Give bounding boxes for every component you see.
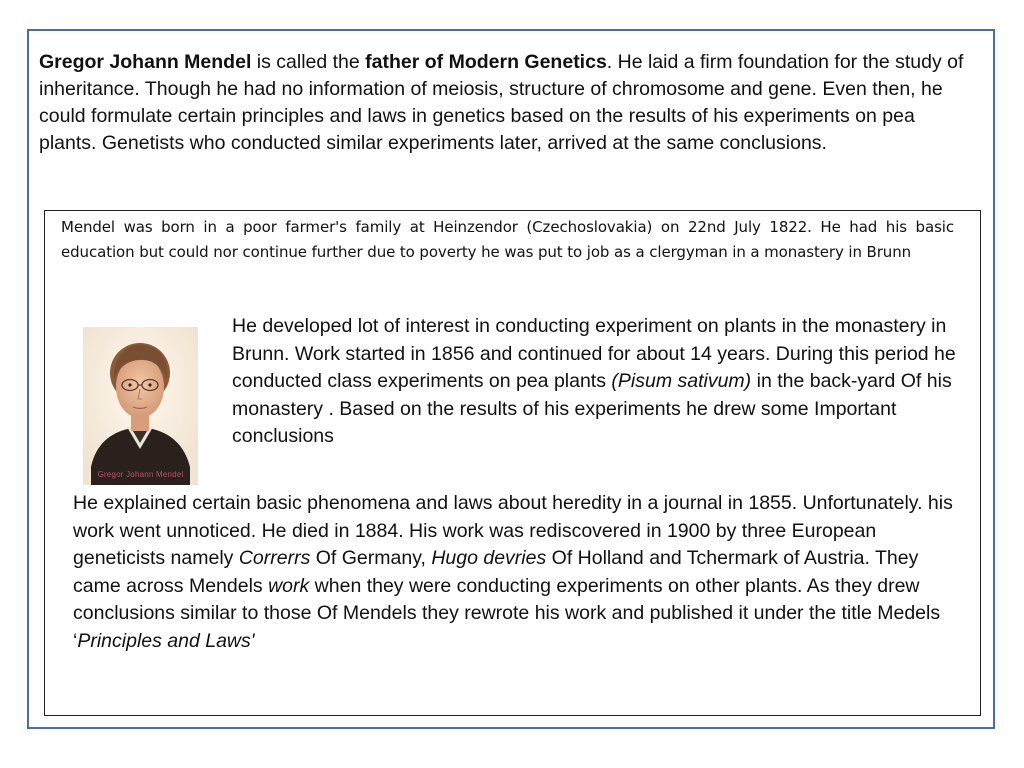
interest-species: (Pisum sativum)	[611, 370, 752, 392]
intro-paragraph	[39, 49, 969, 157]
intro-name: Gregor Johann Mendel	[39, 51, 252, 73]
intro-text-1: is called the	[251, 51, 366, 73]
heredity-text-2: Of Germany,	[310, 547, 432, 569]
heredity-text-4: when they were conducting experiments on other plants. As they drew conclusions similar to those Of Mendels they rewrote his work and published it under the title Medels ‘	[73, 574, 941, 652]
portrait-caption: Gregor Johann Mendel	[97, 470, 184, 479]
heredity-text-3: Of Holland and Tchermark of Austria. They came across Mendels	[73, 547, 919, 597]
interest-text-1: He developed lot of interest in conducting experiment on plants in the monastery in Brunn. Work started in 1856 and continued for about 14 years. During this period he conducted class experiments on pea plants	[232, 315, 956, 392]
heredity-text-1: He explained certain basic phenomena and laws about heredity in a journal in 1855. Unfortunately. his work went unnoticed. He died in 1884. His work was rediscovered in 1900 by three European geneticists namely	[73, 492, 953, 569]
interest-text-2: in the back-yard Of his monastery . Based on the results of his experiments he drew some Important conclusions	[232, 370, 952, 447]
heredity-book: Principles and Laws'	[77, 629, 255, 652]
bio-paragraph: Mendel was born in a poor farmer's family at Heinzendor (Czechoslovakia) on 22nd July 1822. He had his basic education but could nor continue further due to poverty he was put to job as a clergyman in a monastery in Brunn	[61, 218, 954, 261]
heredity-work: work	[268, 574, 310, 597]
heredity-name-2: Hugo devries	[431, 547, 547, 569]
mendel-portrait	[83, 327, 198, 485]
intro-title: father of Modern Genetics	[365, 51, 607, 73]
heredity-name-1: Correrrs	[238, 547, 311, 569]
interest-paragraph	[232, 313, 962, 451]
portrait-image	[83, 327, 198, 485]
intro-text-2: . He laid a firm foundation for the study of inheritance. Though he had no information of meiosis, structure of chromosome and gene. Even then, he could formulate certain principles and laws in genetics based on the results of his experiments on pea plants. Genetists who conducted similar experiments later, arrived at the same conclusions.	[39, 51, 964, 154]
heredity-paragraph	[73, 490, 953, 655]
